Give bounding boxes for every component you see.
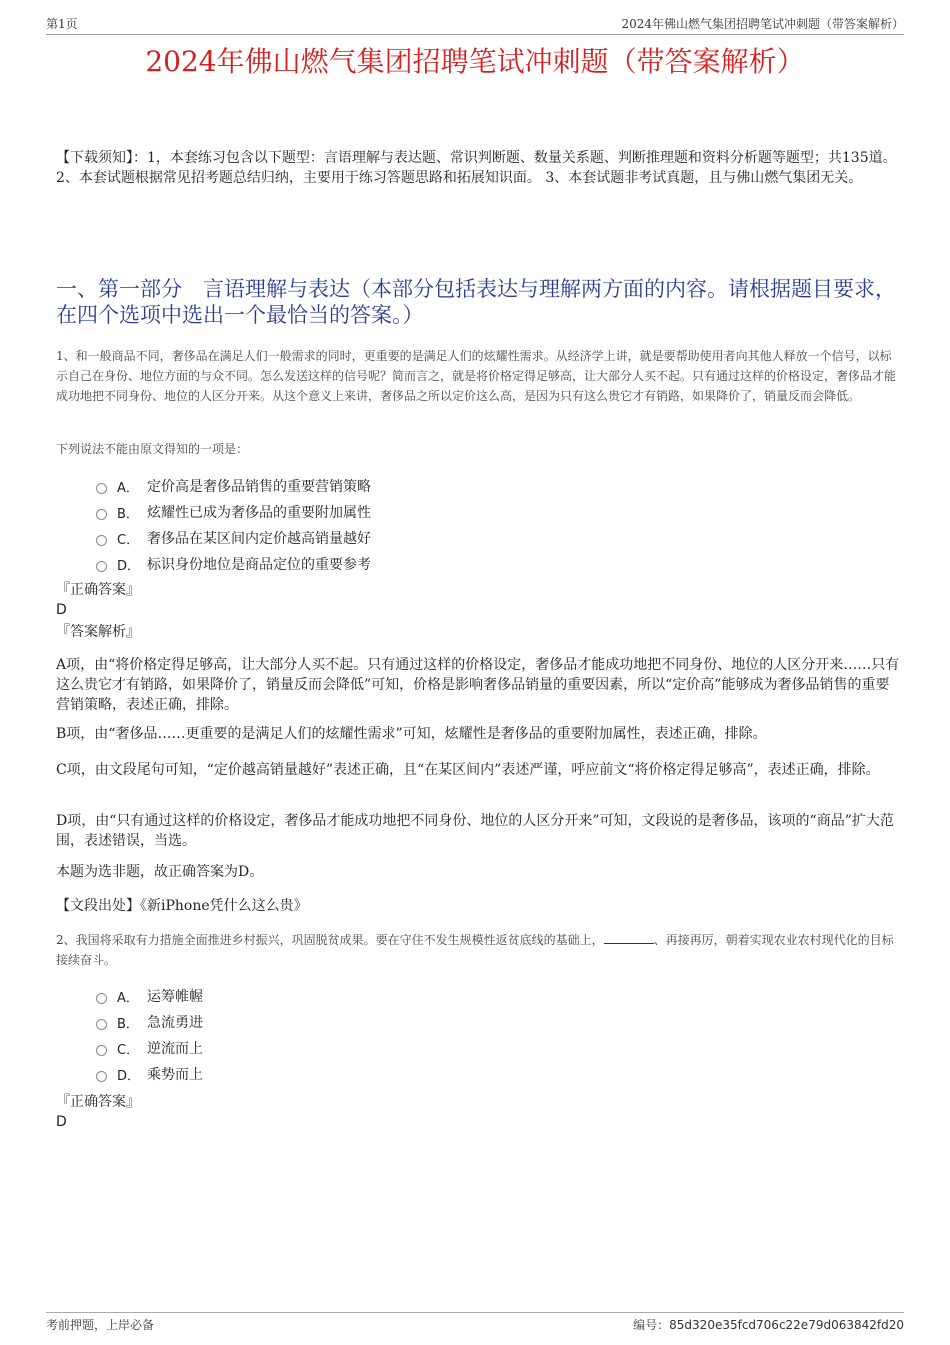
option-c[interactable]: C． 奢侈品在某区间内定价越高销量越好 bbox=[96, 525, 371, 551]
option-text: 标识身份地位是商品定位的重要参考 bbox=[147, 557, 371, 573]
radio-icon[interactable] bbox=[96, 1071, 107, 1082]
answer-value: D bbox=[56, 602, 67, 618]
header-doc-title: 2024年佛山燃气集团招聘笔试冲刺题（带答案解析） bbox=[621, 17, 904, 31]
analysis-d: D项，由“只有通过这样的价格设定，奢侈品才能成功地把不同身份、地位的人区分开来”可知，文段说的是奢侈品，该项的“商品”扩大范围，表述错误，当选。 bbox=[56, 813, 894, 849]
question-2-text: 2、我国将采取有力措施全面推进乡村振兴，巩固脱贫成果。要在守住不发生规模性返贫底线的基础上， 、再接再厉，朝着实现农业农村现代化的目标接续奋斗。 bbox=[56, 933, 894, 967]
footer-slogan: 考前押题，上岸必备 bbox=[46, 1318, 155, 1332]
question-1-stem: 下列说法不能由原文得知的一项是： bbox=[56, 442, 249, 456]
option-text: 逆流而上 bbox=[147, 1041, 203, 1057]
download-notice: 【下载须知】：1，本套练习包含以下题型：言语理解与表达题、常识判断题、数量关系题、判断推理题和资料分析题等题型；共135道。 2、本套试题根据常见招考题总结归纳，主要用于练习答题思路和拓展知识面。 3、本套试题非考试真题，且与佛山燃气集团无关。 bbox=[56, 150, 897, 186]
analysis-label: 『答案解析』 bbox=[56, 624, 140, 640]
question-2-options bbox=[96, 983, 203, 1087]
option-text: 运筹帷幄 bbox=[147, 989, 203, 1005]
radio-icon[interactable] bbox=[96, 1019, 107, 1030]
source-citation: 【文段出处】《新iPhone凭什么这么贵》 bbox=[56, 898, 308, 914]
option-a[interactable]: A． 运筹帷幄 bbox=[96, 983, 203, 1009]
question-1-options bbox=[96, 473, 371, 577]
page-number: 第1页 bbox=[46, 17, 78, 31]
section-title: 一、第一部分 言语理解与表达（本部分包括表达与理解两方面的内容。请根据题目要求，在四个选项中选出一个最恰当的答案。） bbox=[56, 277, 896, 327]
option-b[interactable]: B． 炫耀性已成为奢侈品的重要附加属性 bbox=[96, 499, 371, 525]
option-a[interactable]: A． 定价高是奢侈品销售的重要营销策略 bbox=[96, 473, 371, 499]
answer-blank bbox=[604, 931, 654, 944]
radio-icon[interactable] bbox=[96, 509, 107, 520]
page-title: 2024年佛山燃气集团招聘笔试冲刺题（带答案解析） bbox=[145, 45, 805, 78]
answer-label: 『正确答案』 bbox=[56, 582, 140, 598]
analysis-b: B项，由“奢侈品……更重要的是满足人们的炫耀性需求”可知，炫耀性是奢侈品的重要附加属性，表述正确，排除。 bbox=[56, 726, 767, 742]
option-text: 急流勇进 bbox=[147, 1015, 203, 1031]
option-b[interactable]: B． 急流勇进 bbox=[96, 1009, 203, 1035]
answer-label: 『正确答案』 bbox=[56, 1094, 140, 1110]
radio-icon[interactable] bbox=[96, 535, 107, 546]
analysis-c: C项，由文段尾句可知，“定价越高销量越好”表述正确，且“在某区间内”表述严谨，呼应前文“将价格定得足够高”，表述正确，排除。 bbox=[56, 762, 880, 778]
answer-value: D bbox=[56, 1114, 67, 1130]
page-footer bbox=[46, 1312, 904, 1333]
option-text: 乘势而上 bbox=[147, 1067, 203, 1083]
option-text: 奢侈品在某区间内定价越高销量越好 bbox=[147, 531, 371, 547]
footer-code: 编号：85d320e35fcd706c22e79d063842fd20 bbox=[633, 1318, 904, 1332]
analysis-conclusion: 本题为选非题，故正确答案为D。 bbox=[56, 864, 264, 880]
question-1-text: 1、和一般商品不同，奢侈品在满足人们一般需求的同时，更重要的是满足人们的炫耀性需求。从经济学上讲，就是要帮助使用者向其他人释放一个信号，以标示自己在身份、地位方面的与众不同。怎么发送这样的信号呢？简而言之，就是将价格定得足够高，让大部分人买不起。只有通过这样的价格设定，奢侈品才能成功地把不同身份、地位的人区分开来。从这个意义上来讲，奢侈品之所以定价这么高，是因为只有这么贵它才有销路，如果降价了，销量反而会降低。 bbox=[56, 349, 897, 403]
option-d[interactable]: D． 标识身份地位是商品定位的重要参考 bbox=[96, 551, 371, 577]
option-d[interactable]: D． 乘势而上 bbox=[96, 1061, 203, 1087]
radio-icon[interactable] bbox=[96, 1045, 107, 1056]
radio-icon[interactable] bbox=[96, 993, 107, 1004]
radio-icon[interactable] bbox=[96, 483, 107, 494]
option-text: 定价高是奢侈品销售的重要营销策略 bbox=[147, 479, 371, 495]
analysis-a: A项，由“将价格定得足够高，让大部分人买不起。只有通过这样的价格设定，奢侈品才能成功地把不同身份、地位的人区分开来……只有这么贵它才有销路，如果降价了，销量反而会降低”可知，价格是影响奢侈品销量的重要因素，所以“定价高”能够成为奢侈品销售的重要营销策略，表述正确，排除。 bbox=[56, 657, 900, 713]
option-c[interactable]: C． 逆流而上 bbox=[96, 1035, 203, 1061]
page-header bbox=[46, 14, 904, 35]
option-text: 炫耀性已成为奢侈品的重要附加属性 bbox=[147, 505, 371, 521]
radio-icon[interactable] bbox=[96, 561, 107, 572]
